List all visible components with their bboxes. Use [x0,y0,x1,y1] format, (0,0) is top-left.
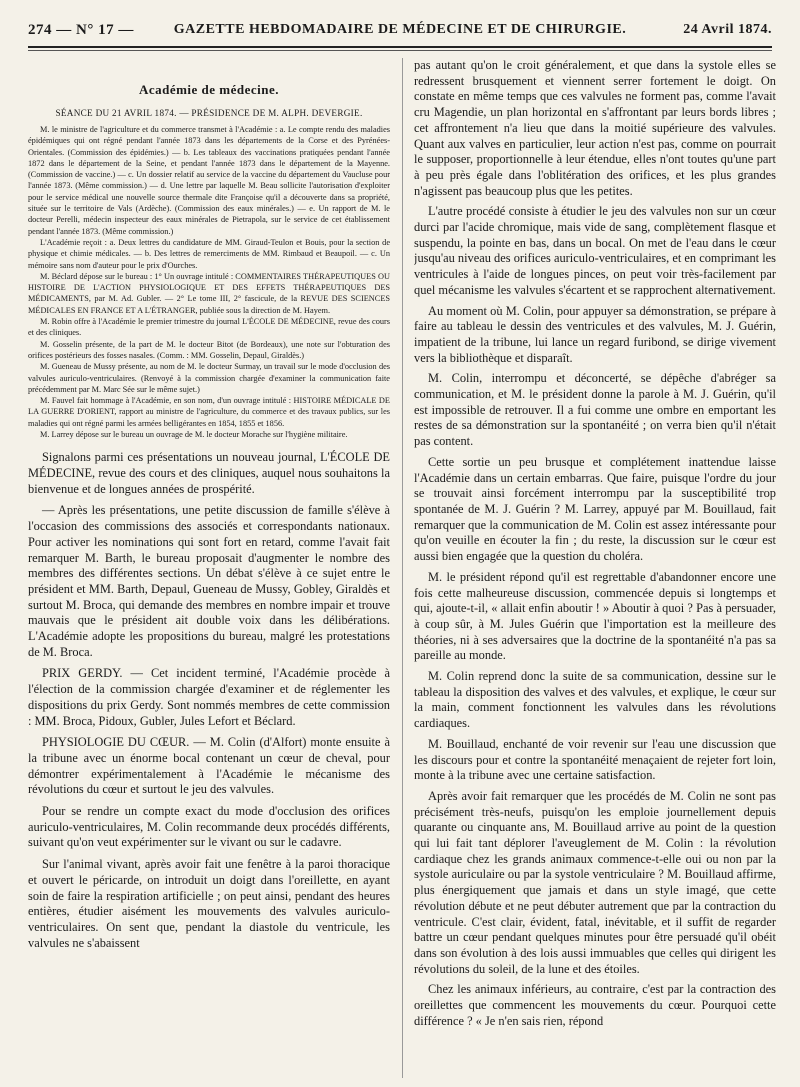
minutes-paragraph: M. Gosselin présente, de la part de M. le docteur Bitot (de Bordeaux), une note sur l'obturation des orifices postérieurs des fosses nasales. (Comm. : MM. Gosselin, Depaul, Giraldès.) [28,339,390,360]
article-paragraph: Après avoir fait remarquer que les procédés de M. Colin ne sont pas précisément très-neufs, puisqu'on les emploie journellement depuis quarante ou cinquante ans, M. Bouillaud arrive au point de la question qui lui fait tant déplorer l'aveuglement de M. Colin : la révolution cardiaque chez les grands animaux commence-t-elle oui ou non par la systole auriculaire ou par la systole ventriculaire ? M. Bouillaud affirme, plus énergiquement que jamais et dans un style imagé, que cette révolution débute et ne peut débuter autrement que par la contraction du ventricule. C'est clair, évident, fatal, inévitable, et il suffit de regarder battre un cœur pendant quelques minutes pour être persuadé qu'il obéit dans son évolution à des lois aussi immuables que celles qui dirigent les révolutions du soleil, de la lune et des étoiles. [414,788,776,976]
right-column-body [414,58,776,1029]
right-column [414,58,776,1080]
minutes-paragraph: M. Larrey dépose sur le bureau un ouvrage de M. le docteur Morache sur l'hygiène militaire. [40,430,348,440]
page-number: 274 [28,22,52,38]
article-paragraph: Sur l'animal vivant, après avoir fait une fenêtre à la paroi thoracique et ouvert le péricarde, on introduit un doigt dans l'oreillette, en ayant soin de faire la respiration artificielle ; on peut ainsi, pendant des heures entières, étudier aisément les mouvements des valvules auriculo-ventriculaires. On sent que, pendant la diastole du ventricule, les valvules ne s'abaissent [28,857,390,950]
article-paragraph: Au moment où M. Colin, pour appuyer sa démonstration, se prépare à faire au tableau le dessin des ventricules et des valvules, M. J. Guérin, impatient de la tribune, lui lance un regard furibond, se dirige vivement vers la bibliothèque et disparaît. [414,303,776,365]
left-column [28,58,390,1080]
page-header [28,6,772,48]
section-title: Académie de médecine. [138,82,280,97]
article-paragraph: PHYSIOLOGIE DU CŒUR. — M. Colin (d'Alfort) monte ensuite à la tribune avec un énorme bocal contenant un cœur de cheval, pour démontrer expérimentalement à l'Académie le mécanisme des révolutions du cœur et surtout le jeu des valvules. [28,735,390,797]
issue-date: 24 Avril 1874. [683,22,772,37]
minutes-paragraph: L'Académie reçoit : a. Deux lettres du candidature de MM. Giraud-Teulon et Bouis, pour la section de physique et chimie médicales. — b. Des lettres de remerciments de MM. Rimbaud et Beaupoil. — c. Un mémoire sans nom d'auteur pour le prix d'Ourches. [28,237,390,270]
issue-number: — N° 17 — [56,22,134,38]
article-paragraph: M. le président répond qu'il est regrettable d'abandonner encore une fois cette malheureuse discussion, commencée depuis si longtemps et qui, ajoute-t-il, « allait enfin aboutir ! » Aboutir à quoi ? Pas à persuader, à coup sûr, à M. Jules Guérin que l'importation est la meilleure des théories, ni à ses adversaires que la doctrine de la spontanéité n'a pas sa pareille au monde. [414,569,776,663]
article-paragraph: L'autre procédé consiste à étudier le jeu des valvules non sur un cœur durci par l'acide chromique, mais vide de sang, complètement flasque et suspendu, la pointe en bas, dans un bocal. On met de l'eau dans le cœur jusqu'au niveau des orifices auriculo-ventriculaires, et en comprimant les ventricules à l'aide de longues pinces, on peut voir très-facilement par quel mécanisme les valvules s'écartent et se rapprochent alternativement. [414,204,776,297]
seance-line: SÉANCE DU 21 AVRIL 1874. — PRÉSIDENCE DE M. ALPH. DEVERGIE. [55,108,363,118]
article-paragraph: Signalons parmi ces présentations un nouveau journal, L'ÉCOLE DE MÉDECINE, revue des cours et des cliniques, auquel nous souhaitons la bienvenue et de longues années de prospérité. [28,450,390,496]
article-paragraph: PRIX GERDY. — Cet incident terminé, l'Académie procède à l'élection de la commission chargée d'examiner et de réglementer les dispositions du prix Gerdy. Sont nommés membres de cette commission : MM. Broca, Pidoux, Gubler, Jules Lefort et Béclard. [28,666,390,728]
article-paragraph: M. Colin reprend donc la suite de sa communication, dessine sur le tableau la disposition des valves et des valvules, et explique, le cœur sur la main, comment fonctionnent les valvules dans les révolutions cardiaques. [414,669,776,731]
article-paragraph: — Après les présentations, une petite discussion de famille s'élève à l'occasion des commissions des associés et correspondants nationaux. Pour activer les nominations qui sont fort en retard, comme l'avait fait remarquer M. Barth, le bureau proposait d'augmenter le nombre des membres des différentes sections. Un débat s'élève à ce sujet entre le président et MM. Barth, Depaul, Gueneau de Mussy, Gobley, Giraldès et surtout M. Broca, qui demande des membres en nombre impair et trouve mauvais que le président ait double voix dans les délibérations. L'Académie adopte les propositions du bureau, malgré les protestations de M. Broca. [28,503,390,659]
header-rule [28,50,772,51]
minutes-paragraph: M. le ministre de l'agriculture et du commerce transmet à l'Académie : a. Le compte rendu des maladies épidémiques qui ont régné pendant l'année 1873 dans les départements de la Corse et des Pyrénées-Orientales. (Commission des épidémies.) — b. Les tableaux des vaccinations pratiquées pendant l'année 1872 dans le département de la Seine, et pendant l'année 1873 dans le département de la Mayenne. (Commission de vaccine.) — c. Un dossier relatif au service de la vaccine du département du Vaucluse pour l'année 1873. (Même commission.) — d. Une lettre par laquelle M. Beau sollicite l'autorisation d'exploiter pour le service médical une nouvelle source thermale dite Françoise qu'il a découverte dans sa propriété, située sur le territoire de Vals (Ardèche). (Commission des eaux minérales.) — e. Un rapport de M. le docteur Perelli, médecin inspecteur des eaux minérales de Pietrapola, sur le service de cet établissement pendant l'année 1873. (Même commission.) [28,125,390,236]
column-divider [402,58,403,1078]
article-paragraph: M. Bouillaud, enchanté de voir revenir sur l'eau une discussion que les discours pour et contre la spontanéité menaçaient de rejeter fort loin, monte à la tribune avec une certaine satisfaction. [414,736,776,783]
article-paragraph: M. Colin, interrompu et déconcerté, se dépêche d'abréger sa communication, et M. le président donne la parole à M. J. Guérin, qu'il est impossible de retrouver. Il a fui comme une ombre en emportant les restes de sa démonstration sur la spontanéité ; on verra bien qu'il n'était pas content. [414,371,776,449]
minutes-paragraph: M. Robin offre à l'Académie le premier trimestre du journal L'ÉCOLE DE MÉDECINE, revue des cours et des cliniques. [28,317,390,338]
minutes-paragraph: M. Fauvel fait hommage à l'Académie, en son nom, d'un ouvrage intitulé : HISTOIRE MÉDICALE DE LA GUERRE D'ORIENT, rapport au ministre de l'agriculture, du commerce et des travaux publics, sur les maladies qui ont régné parmi les armées belligérantes en 1854, 1855 et 1856. [28,396,390,428]
article-paragraph: Pour se rendre un compte exact du mode d'occlusion des orifices auriculo-ventriculaires, M. Colin recommande deux procédés différents, suivant qu'on veut expérimenter sur le vivant ou sur le cadavre. [28,804,390,850]
left-column-body [28,124,390,951]
publication-title: GAZETTE HEBDOMADAIRE DE MÉDECINE ET DE CHIRURGIE. [173,22,627,37]
article-paragraph: Cette sortie un peu brusque et complétement inattendue laisse l'Académie dans un certain embarras. Que faire, puisque l'ordre du jour se trouvait ainsi forcément interrompu par la susceptibilité trop spontanée de M. J. Guérin ? M. Larrey, appuyé par M. Bouillaud, fait remarquer que la communication de M. Colin est assez intéressante pour qu'on veuille en écouter la fin ; du reste, la discussion sur le cœur est aussi bien engagée que la question du choléra. [414,454,776,564]
minutes-paragraph: M. Béclard dépose sur le bureau : 1° Un ouvrage intitulé : COMMENTAIRES THÉRAPEUTIQUES OU HISTOIRE DE L'ACTION PHYSIOLOGIQUE ET DES EFFETS THÉRAPEUTIQUES DES MÉDICAMENTS, par M. Ad. Gubler. — 2° Le tome III, 2° fascicule, de la REVUE DES SCIENCES MÉDICALES EN FRANCE ET A L'ÉTRANGER, publiée sous la direction de M. Hayem. [28,271,390,315]
minutes-paragraph: M. Gueneau de Mussy présente, au nom de M. le docteur Surmay, un travail sur le mode d'occlusion des valvules auriculo-ventriculaires. (Renvoyé à la commission chargée d'examiner la communication faite précédemment par M. Marc Sée sur le même sujet.) [28,362,390,394]
article-paragraph: Chez les animaux inférieurs, au contraire, c'est par la contraction des oreillettes que commencent les mouvements du cœur. Pourquoi cette différence ? « Je n'en sais rien, répond [414,982,776,1028]
article-paragraph: pas autant qu'on le croit généralement, et que dans la systole elles se redressent brusquement et viennent serrer fortement le doigt. On constate en même temps que ces valvules ne forment pas, comme l'avait cru Magendie, un plan horizontal en s'affrontant par leurs bords libres ; cet affrontement n'a lieu que dans la moitié supérieure des valvules. Quant aux valves en particulier, leur action n'est pas, comme on pourrait le supposer, proportionnelle à leur étendue, elles n'ont toutes qu'une part à peu près égale dans l'oblitération des orifices, et les plus grandes n'agissent pas beaucoup plus que les petites. [414,58,776,198]
